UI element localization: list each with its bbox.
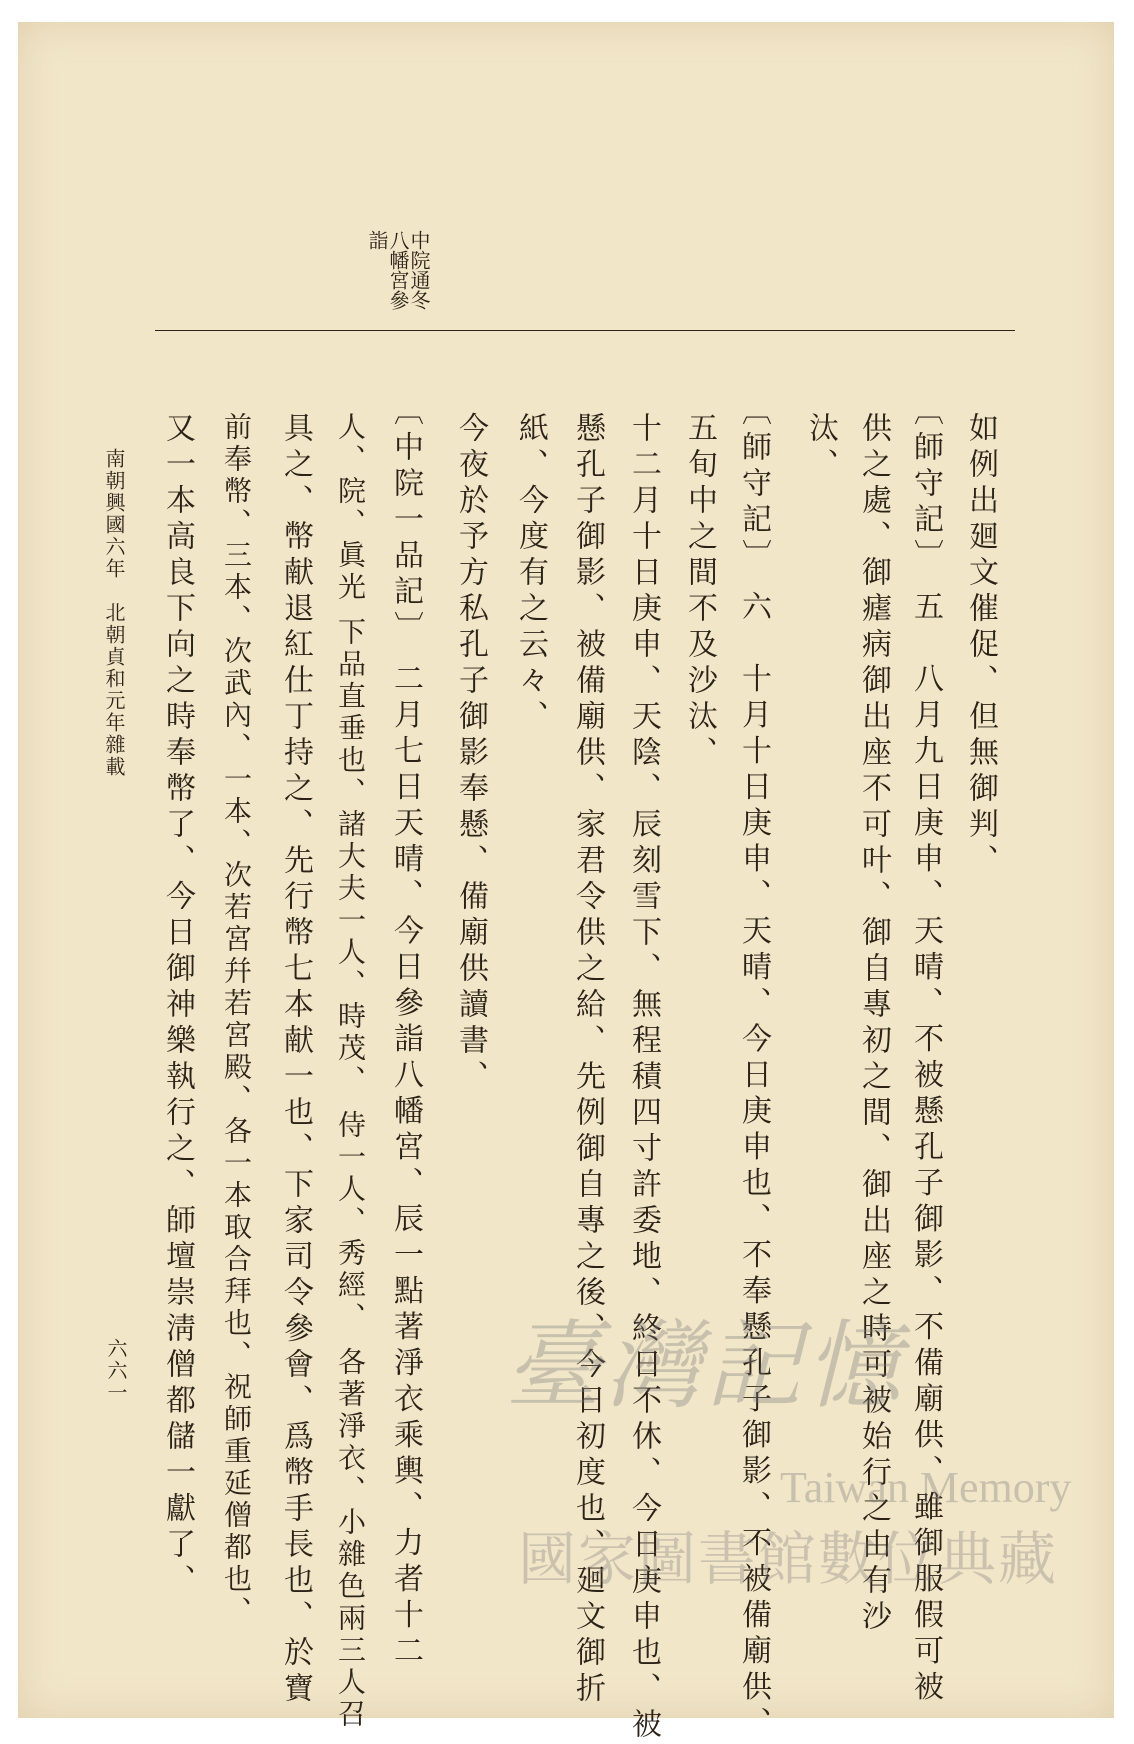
text-column-9: 紙、今度有之云々、 xyxy=(513,412,548,736)
text-column-5: 〔師守記〕 六 十月十日庚申、天晴、今日庚申也、不奉懸孔子御影、不被備廟供、 xyxy=(736,395,771,1743)
text-column-8: 懸孔子御影、被備廟供、家君令供之給、先例御自專之後、今日初度也、廻文御折 xyxy=(570,412,605,1708)
text-column-2: 〔師守記〕 五 八月九日庚申、天晴、不被懸孔子御影、不備廟供、雖御服假可被 xyxy=(908,395,943,1707)
text-column-4: 汰、 xyxy=(803,412,838,484)
text-column-1: 如例出廻文催促、但無御判、 xyxy=(963,412,998,880)
text-column-11: 〔中院一品記〕 二月七日天晴、今日參詣八幡宮、辰一點著淨衣乘輿、力者十二 xyxy=(388,395,423,1671)
text-column-15: 又一本高良下向之時奉幣了、今日御神樂執行之、師壇崇淸僧都儲一獻了、 xyxy=(160,412,195,1600)
header-note: 中院通冬 八幡宮參詣 xyxy=(365,230,431,310)
page-number: 六六一 xyxy=(104,1338,128,1404)
header-divider xyxy=(155,330,1015,331)
text-column-10: 今夜於予方私孔子御影奉懸、備廟供讀書、 xyxy=(453,412,488,1096)
text-column-3: 供之處、御瘧病御出座不可叶、御自專初之間、御出座之時可被始行之由有沙 xyxy=(856,412,891,1636)
text-column-13: 具之、幣献退紅仕丁持之、先行幣七本献一也、下家司令參會、爲幣手長也、於寶 xyxy=(278,412,313,1708)
watermark-chinese: 國家圖書館數位典藏 xyxy=(518,1525,1059,1593)
text-column-12: 人、院、眞光 下品直垂也、諸大夫一人、時茂、 侍一人、秀經、 各著淨衣、小雜色兩三人召 xyxy=(334,412,367,1731)
watermark-calligraphy: 臺灣記憶 xyxy=(505,1310,905,1422)
text-column-7: 十二月十日庚申、天陰、辰刻雪下、無程積四寸許委地、終日不休、今日庚申也、被 xyxy=(626,412,661,1744)
text-column-14: 前奉幣、三本、次武內、一本、次若宮幷若宮殿、各一本取合拜也、祝師重延僧都也、 xyxy=(220,412,253,1628)
running-footer-title: 南朝興國六年 北朝貞和元年雜載 xyxy=(102,448,126,778)
text-column-6: 五旬中之間不及沙汰、 xyxy=(682,412,717,772)
watermark-english: Taiwan Memory xyxy=(780,1463,1072,1512)
